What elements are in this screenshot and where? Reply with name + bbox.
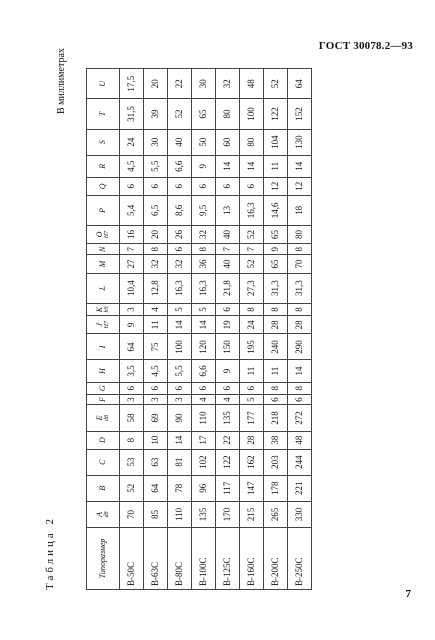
table-cell: 5 — [240, 394, 264, 405]
table-cell: 80 — [288, 226, 312, 244]
table-cell: 10,4 — [120, 273, 144, 303]
column-header-label: U — [98, 80, 107, 87]
table-row — [144, 69, 168, 590]
table-cell: 177 — [240, 405, 264, 431]
column-header — [87, 394, 120, 405]
table-cell: 6 — [144, 382, 168, 394]
dimensions-table-wrapper — [86, 68, 312, 590]
column-header-label: J — [95, 323, 104, 327]
table-cell: 152 — [288, 99, 312, 129]
column-header — [87, 449, 120, 475]
table-row — [120, 69, 144, 590]
column-header-label: L — [98, 285, 107, 291]
document-header: ГОСТ 30078.2—93 — [318, 40, 413, 52]
column-header-label: M — [98, 260, 107, 268]
table-cell: 130 — [288, 129, 312, 155]
column-header — [87, 226, 120, 244]
table-cell: 6 — [120, 177, 144, 195]
table-cell: 24 — [240, 316, 264, 334]
table-cell: 70 — [288, 255, 312, 273]
column-header-label: C — [98, 459, 107, 465]
column-header — [87, 129, 120, 155]
table-cell: 120 — [192, 334, 216, 360]
table-cell: 20 — [144, 69, 168, 99]
table-cell: 16 — [120, 226, 144, 244]
column-header-label: D — [98, 437, 107, 443]
table-cell: 48 — [288, 431, 312, 449]
table-cell: 90 — [168, 405, 192, 431]
table-cell: 3 — [120, 303, 144, 316]
table-cell: 28 — [240, 431, 264, 449]
table-cell: 147 — [240, 475, 264, 501]
page-number: 7 — [405, 588, 411, 600]
table-cell: 6 — [168, 177, 192, 195]
table-cell: 6,6 — [192, 360, 216, 382]
table-cell: 14 — [240, 155, 264, 177]
table-cell: 52 — [120, 475, 144, 501]
table-cell: 100 — [168, 334, 192, 360]
table-cell: 30 — [144, 129, 168, 155]
table-cell: 48 — [240, 69, 264, 99]
table-cell: 85 — [144, 501, 168, 527]
column-header-label: K — [95, 306, 104, 313]
column-header-tolerance: H7 — [104, 230, 110, 239]
column-header-label: H — [98, 368, 107, 374]
table-cell: 9,5 — [192, 195, 216, 225]
table-cell: 10 — [144, 431, 168, 449]
size-cell: B-250C — [288, 528, 312, 590]
table-cell: 11 — [264, 155, 288, 177]
table-cell: 110 — [168, 501, 192, 527]
table-cell: 6 — [240, 382, 264, 394]
table-cell: 6 — [192, 382, 216, 394]
table-cell: 122 — [216, 449, 240, 475]
table-cell: 4 — [144, 303, 168, 316]
table-cell: 8 — [120, 431, 144, 449]
table-cell: 3 — [120, 394, 144, 405]
table-cell: 170 — [216, 501, 240, 527]
table-cell: 12 — [288, 177, 312, 195]
table-cell: 203 — [264, 449, 288, 475]
column-header-label: T — [98, 111, 107, 117]
table-cell: 31,5 — [120, 99, 144, 129]
table-cell: 221 — [288, 475, 312, 501]
table-caption: Таблица 2 — [44, 515, 56, 590]
table-cell: 12 — [264, 177, 288, 195]
table-cell: 7 — [120, 244, 144, 255]
table-cell: 80 — [240, 129, 264, 155]
table-cell: 4 — [216, 394, 240, 405]
table-cell: 6 — [264, 394, 288, 405]
table-cell: 4,5 — [144, 360, 168, 382]
table-cell: 58 — [120, 405, 144, 431]
table-cell: 8 — [264, 382, 288, 394]
table-cell: 64 — [144, 475, 168, 501]
table-cell: 5,4 — [120, 195, 144, 225]
column-header-tolerance: d8 — [104, 511, 110, 518]
table-cell: 16,3 — [240, 195, 264, 225]
table-cell: 6 — [120, 382, 144, 394]
table-cell: 65 — [264, 255, 288, 273]
column-header-label: G — [98, 385, 107, 392]
table-cell: 31,3 — [288, 273, 312, 303]
table-cell: 22 — [168, 69, 192, 99]
table-cell: 100 — [240, 99, 264, 129]
table-cell: 39 — [144, 99, 168, 129]
table-cell: 14 — [192, 316, 216, 334]
table-cell: 14 — [288, 155, 312, 177]
table-cell: 8 — [192, 244, 216, 255]
column-header-label: O — [95, 231, 104, 238]
table-cell: 70 — [120, 501, 144, 527]
table-cell: 6 — [216, 177, 240, 195]
table-cell: 150 — [216, 334, 240, 360]
table-header-row — [87, 69, 120, 590]
size-cell: B-63C — [144, 528, 168, 590]
table-cell: 32 — [168, 255, 192, 273]
table-cell: 11 — [240, 360, 264, 382]
column-header-label: A — [95, 511, 104, 517]
table-cell: 5 — [192, 303, 216, 316]
table-cell: 215 — [240, 501, 264, 527]
table-cell: 8 — [264, 303, 288, 316]
column-header — [87, 177, 120, 195]
table-cell: 30 — [192, 69, 216, 99]
table-cell: 31,3 — [264, 273, 288, 303]
table-cell: 21,8 — [216, 273, 240, 303]
table-cell: 11 — [144, 316, 168, 334]
column-header-label: P — [98, 207, 107, 213]
table-cell: 9 — [264, 244, 288, 255]
table-cell: 7 — [216, 244, 240, 255]
table-cell: 3 — [168, 394, 192, 405]
table-cell: 32 — [216, 69, 240, 99]
units-note: В миллиметрах — [56, 48, 67, 114]
table-cell: 32 — [192, 226, 216, 244]
table-cell: 38 — [264, 431, 288, 449]
table-cell: 69 — [144, 405, 168, 431]
column-header — [87, 99, 120, 129]
table-cell: 14,6 — [264, 195, 288, 225]
table-row — [288, 69, 312, 590]
table-cell: 40 — [216, 255, 240, 273]
table-cell: 8 — [288, 303, 312, 316]
table-cell: 18 — [288, 195, 312, 225]
column-header — [87, 475, 120, 501]
table-cell: 244 — [288, 449, 312, 475]
table-cell: 24 — [120, 129, 144, 155]
table-cell: 26 — [168, 226, 192, 244]
table-cell: 36 — [192, 255, 216, 273]
table-cell: 53 — [120, 449, 144, 475]
table-cell: 32 — [144, 255, 168, 273]
table-cell: 63 — [144, 449, 168, 475]
table-cell: 14 — [168, 431, 192, 449]
table-cell: 20 — [144, 226, 168, 244]
table-cell: 50 — [192, 129, 216, 155]
table-cell: 96 — [192, 475, 216, 501]
table-cell: 14 — [216, 155, 240, 177]
column-header — [87, 334, 120, 360]
column-header — [87, 360, 120, 382]
table-cell: 6,6 — [168, 155, 192, 177]
table-cell: 12,8 — [144, 273, 168, 303]
column-header — [87, 501, 120, 527]
table-cell: 5,5 — [168, 360, 192, 382]
dimensions-table — [86, 68, 312, 590]
table-cell: 110 — [192, 405, 216, 431]
table-cell: 330 — [288, 501, 312, 527]
table-cell: 6 — [288, 394, 312, 405]
column-header-label: I — [98, 345, 107, 349]
column-header — [87, 431, 120, 449]
column-header-label: R — [98, 163, 107, 169]
size-cell: B-160C — [240, 528, 264, 590]
table-cell: 218 — [264, 405, 288, 431]
table-cell: 6,5 — [144, 195, 168, 225]
table-cell: 272 — [288, 405, 312, 431]
size-cell: B-200C — [264, 528, 288, 590]
column-header — [87, 155, 120, 177]
table-cell: 22 — [216, 431, 240, 449]
table-cell: 104 — [264, 129, 288, 155]
table-cell: 3,5 — [120, 360, 144, 382]
table-cell: 28 — [264, 316, 288, 334]
table-cell: 122 — [264, 99, 288, 129]
table-cell: 6 — [192, 177, 216, 195]
table-cell: 78 — [168, 475, 192, 501]
table-body — [120, 69, 312, 590]
column-header — [87, 69, 120, 99]
table-cell: 52 — [240, 255, 264, 273]
table-row — [192, 69, 216, 590]
table-row — [264, 69, 288, 590]
table-cell: 5,5 — [144, 155, 168, 177]
table-cell: 16,3 — [192, 273, 216, 303]
table-cell: 240 — [264, 334, 288, 360]
size-cell: B-125C — [216, 528, 240, 590]
table-cell: 290 — [288, 334, 312, 360]
table-cell: 27,3 — [240, 273, 264, 303]
table-cell: 65 — [264, 226, 288, 244]
column-header-label: Типоразмер — [98, 538, 107, 579]
table-cell: 178 — [264, 475, 288, 501]
table-cell: 40 — [216, 226, 240, 244]
table-cell: 11 — [264, 360, 288, 382]
table-cell: 9 — [192, 155, 216, 177]
column-header-tolerance: H7 — [104, 321, 110, 329]
table-cell: 6 — [168, 244, 192, 255]
table-cell: 27 — [120, 255, 144, 273]
column-header — [87, 405, 120, 431]
column-header — [87, 528, 120, 590]
table-cell: 52 — [168, 99, 192, 129]
table-cell: 5 — [168, 303, 192, 316]
table-cell: 6 — [240, 177, 264, 195]
column-header — [87, 273, 120, 303]
column-header-label: N — [98, 246, 107, 252]
table-cell: 117 — [216, 475, 240, 501]
table-cell: 8 — [288, 244, 312, 255]
table-cell: 14 — [288, 360, 312, 382]
table-cell: 64 — [288, 69, 312, 99]
table-cell: 8 — [288, 382, 312, 394]
table-cell: 102 — [192, 449, 216, 475]
table-row — [216, 69, 240, 590]
column-header — [87, 303, 120, 316]
table-cell: 52 — [264, 69, 288, 99]
table-cell: 6 — [216, 382, 240, 394]
column-header — [87, 316, 120, 334]
table-cell: 80 — [216, 99, 240, 129]
column-header-tolerance: h9 — [104, 306, 110, 313]
column-header — [87, 382, 120, 394]
table-cell: 265 — [264, 501, 288, 527]
column-header — [87, 195, 120, 225]
column-header-label: Q — [98, 183, 107, 190]
table-cell: 6 — [144, 177, 168, 195]
table-cell: 65 — [192, 99, 216, 129]
table-cell: 195 — [240, 334, 264, 360]
column-header — [87, 255, 120, 273]
table-cell: 28 — [288, 316, 312, 334]
table-cell: 52 — [240, 226, 264, 244]
table-cell: 135 — [216, 405, 240, 431]
table-cell: 14 — [168, 316, 192, 334]
column-header-label: B — [98, 485, 107, 491]
table-cell: 4,5 — [120, 155, 144, 177]
column-header-label: F — [98, 397, 107, 403]
table-cell: 17,5 — [120, 69, 144, 99]
table-cell: 40 — [168, 129, 192, 155]
table-row — [168, 69, 192, 590]
table-cell: 8,6 — [168, 195, 192, 225]
column-header-tolerance: d8 — [104, 414, 110, 421]
column-header — [87, 244, 120, 255]
table-cell: 75 — [144, 334, 168, 360]
table-row — [240, 69, 264, 590]
table-cell: 3 — [144, 394, 168, 405]
table-cell: 9 — [120, 316, 144, 334]
table-cell: 16,3 — [168, 273, 192, 303]
column-header-label: S — [98, 140, 107, 145]
table-cell: 4 — [192, 394, 216, 405]
table-cell: 8 — [240, 303, 264, 316]
table-cell: 6 — [216, 303, 240, 316]
table-cell: 60 — [216, 129, 240, 155]
size-cell: B-50C — [120, 528, 144, 590]
table-cell: 81 — [168, 449, 192, 475]
table-cell: 9 — [216, 360, 240, 382]
table-cell: 6 — [168, 382, 192, 394]
table-cell: 7 — [240, 244, 264, 255]
column-header-label: E — [95, 415, 104, 421]
table-cell: 64 — [120, 334, 144, 360]
table-cell: 19 — [216, 316, 240, 334]
table-cell: 13 — [216, 195, 240, 225]
size-cell: B-100C — [192, 528, 216, 590]
table-cell: 135 — [192, 501, 216, 527]
table-cell: 17 — [192, 431, 216, 449]
table-cell: 8 — [144, 244, 168, 255]
table-cell: 162 — [240, 449, 264, 475]
size-cell: B-80C — [168, 528, 192, 590]
